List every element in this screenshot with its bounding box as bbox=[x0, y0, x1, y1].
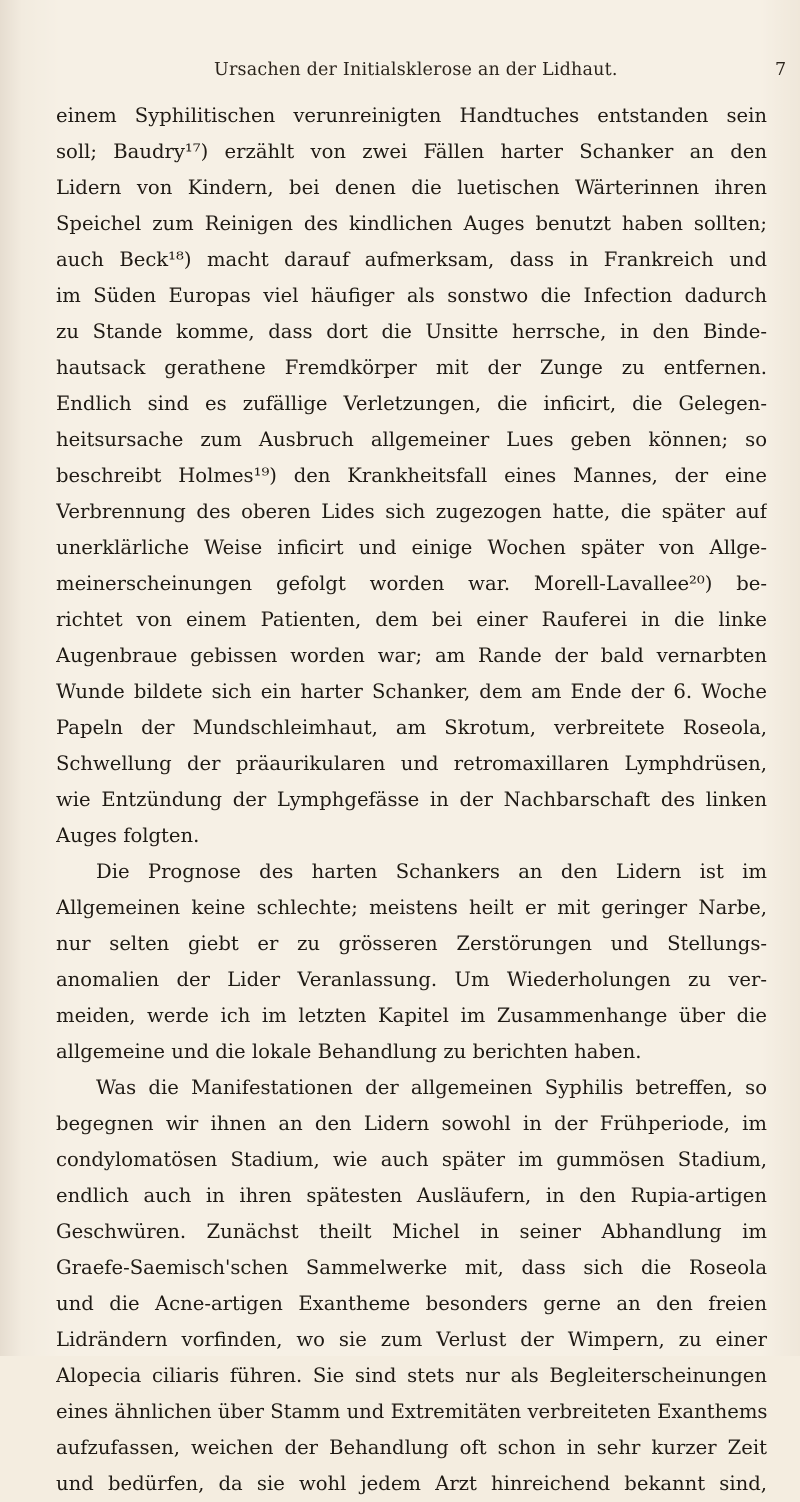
text-line: Verbrennung des oberen Lides sich zugezogen hatte, die später auf bbox=[56, 500, 767, 523]
text-line: Auges folgten. bbox=[56, 824, 200, 847]
text-line: Augenbraue gebissen worden war; am Rande der bald vernarbten bbox=[56, 644, 767, 667]
text-line: Lidrändern vorfinden, wo sie zum Verlust der Wimpern, zu einer bbox=[56, 1328, 767, 1351]
text-line: meiden, werde ich im letzten Kapitel im Zusammenhange über die bbox=[56, 1004, 767, 1027]
text-line: Alopecia ciliaris führen. Sie sind stets nur als Begleiterscheinungen bbox=[56, 1364, 767, 1387]
text-line: einem Syphilitischen verunreinigten Handtuches entstanden sein bbox=[56, 104, 767, 127]
text-line: allgemeine und die lokale Behandlung zu berichten haben. bbox=[56, 1040, 642, 1063]
text-line: und bedürfen, da sie wohl jedem Arzt hinreichend bekannt sind, bbox=[56, 1472, 767, 1495]
page-header bbox=[0, 60, 800, 84]
text-line: Geschwüren. Zunächst theilt Michel in seiner Abhandlung im bbox=[56, 1220, 767, 1243]
text-line: hautsack gerathene Fremdkörper mit der Zunge zu entfernen. bbox=[56, 356, 767, 379]
text-line: soll; Baudry¹⁷) erzählt von zwei Fällen harter Schanker an den bbox=[56, 140, 767, 163]
text-line: Lidern von Kindern, bei denen die luetischen Wärterinnen ihren bbox=[56, 176, 767, 199]
text-line: wie Entzündung der Lymphgefässe in der Nachbarschaft des linken bbox=[56, 788, 767, 811]
running-head: Ursachen der Initialsklerose an der Lidhaut. bbox=[214, 60, 618, 80]
text-line: meinerscheinungen gefolgt worden war. Morell-Lavallee²⁰) be- bbox=[56, 572, 767, 595]
text-line: Was die Manifestationen der allgemeinen Syphilis betreffen, so bbox=[96, 1076, 767, 1099]
text-line: zu Stande komme, dass dort die Unsitte herrsche, in den Binde- bbox=[56, 320, 767, 343]
text-line: und die Acne-artigen Exantheme besonders gerne an den freien bbox=[56, 1292, 767, 1315]
text-line: Die Prognose des harten Schankers an den Lidern ist im bbox=[96, 860, 767, 883]
text-line: auch Beck¹⁸) macht darauf aufmerksam, dass in Frankreich und bbox=[56, 248, 767, 271]
text-line: Papeln der Mundschleimhaut, am Skrotum, verbreitete Roseola, bbox=[56, 716, 767, 739]
text-line: unerklärliche Weise inficirt und einige Wochen später von Allge- bbox=[56, 536, 767, 559]
text-line: heitsursache zum Ausbruch allgemeiner Lues geben können; so bbox=[56, 428, 767, 451]
text-line: Endlich sind es zufällige Verletzungen, die inficirt, die Gelegen- bbox=[56, 392, 767, 415]
text-line: richtet von einem Patienten, dem bei einer Rauferei in die linke bbox=[56, 608, 767, 631]
text-line: anomalien der Lider Veranlassung. Um Wiederholungen zu ver- bbox=[56, 968, 767, 991]
text-line: Graefe-Saemisch'schen Sammelwerke mit, dass sich die Roseola bbox=[56, 1256, 767, 1279]
text-line: Wunde bildete sich ein harter Schanker, dem am Ende der 6. Woche bbox=[56, 680, 767, 703]
page-number: 7 bbox=[775, 60, 787, 80]
text-line: beschreibt Holmes¹⁹) den Krankheitsfall eines Mannes, der eine bbox=[56, 464, 767, 487]
body-text bbox=[56, 98, 767, 1502]
text-line: condylomatösen Stadium, wie auch später im gummösen Stadium, bbox=[56, 1148, 767, 1171]
text-line: Schwellung der präaurikularen und retromaxillaren Lymphdrüsen, bbox=[56, 752, 767, 775]
text-line: im Süden Europas viel häufiger als sonstwo die Infection dadurch bbox=[56, 284, 767, 307]
text-line: Allgemeinen keine schlechte; meistens heilt er mit geringer Narbe, bbox=[56, 896, 767, 919]
text-line: Speichel zum Reinigen des kindlichen Auges benutzt haben sollten; bbox=[56, 212, 767, 235]
text-line: aufzufassen, weichen der Behandlung oft schon in sehr kurzer Zeit bbox=[56, 1436, 767, 1459]
text-line: begegnen wir ihnen an den Lidern sowohl in der Frühperiode, im bbox=[56, 1112, 767, 1135]
text-line: endlich auch in ihren spätesten Ausläufern, in den Rupia-artigen bbox=[56, 1184, 767, 1207]
text-line: eines ähnlichen über Stamm und Extremitäten verbreiteten Exanthems bbox=[56, 1400, 767, 1423]
text-line: nur selten giebt er zu grösseren Zerstörungen und Stellungs- bbox=[56, 932, 767, 955]
